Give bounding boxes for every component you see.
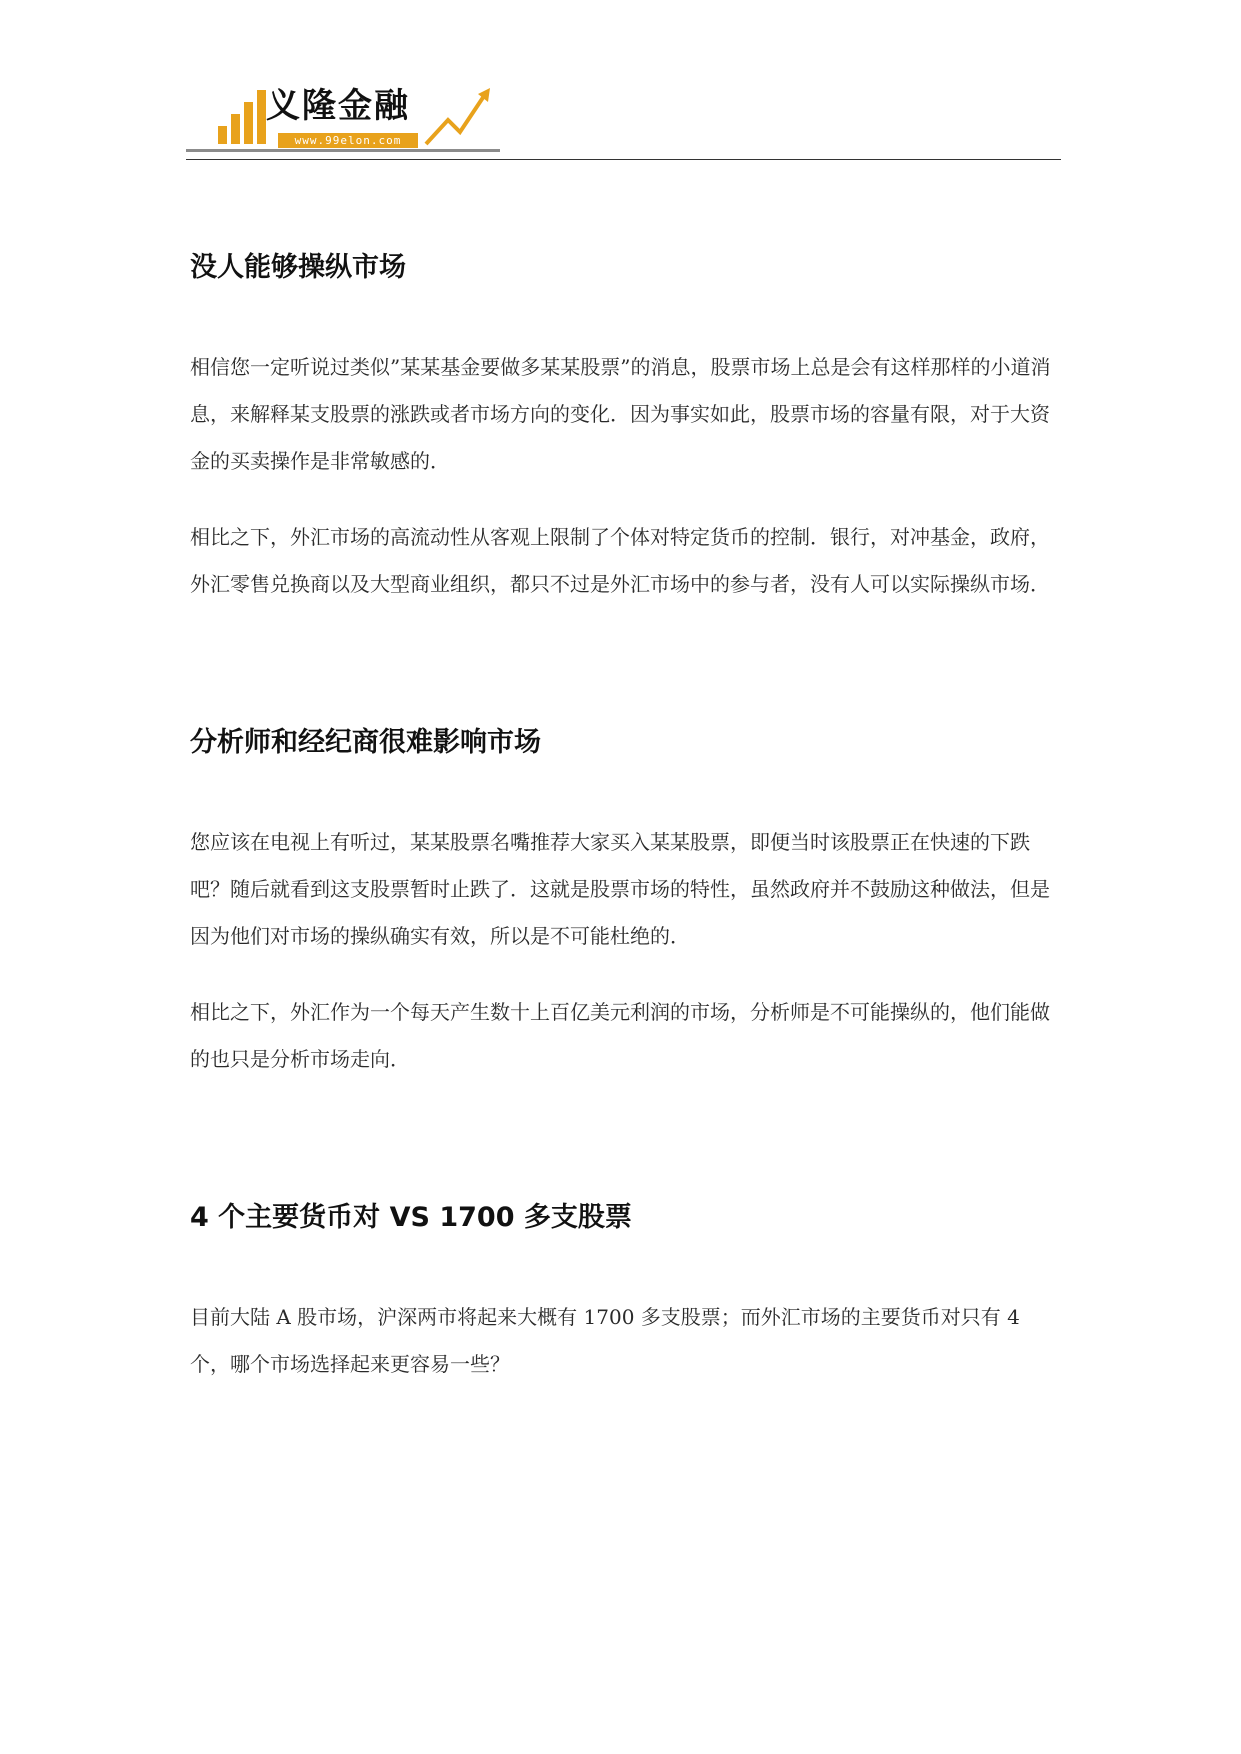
paragraph: 相信您一定听说过类似”某某基金要做多某某股票”的消息，股票市场上总是会有这样那样的小道消息，来解释某支股票的涨跌或者市场方向的变化．因为事实如此，股票市场的容量有限，对于大资金的买卖操作是非常敏感的．	[190, 355, 1051, 473]
paragraph: 您应该在电视上有听过，某某股票名嘴推荐大家买入某某股票，即便当时该股票正在快速的下跌吧？随后就看到这支股票暂时止跌了．这就是股票市场的特性，虽然政府并不鼓励这种做法，但是因为他们对市场的操纵确实有效，所以是不可能杜绝的．	[190, 830, 1050, 948]
section-heading: 4 个主要货币对 VS 1700 多支股票	[190, 1202, 632, 1233]
section-currency-pairs	[190, 1198, 1065, 1388]
brand-logo	[186, 84, 500, 156]
header-divider	[186, 159, 1061, 160]
paragraph: 相比之下，外汇作为一个每天产生数十上百亿美元利润的市场，分析师是不可能操纵的，他们能做的也只是分析市场走向．	[190, 1000, 1050, 1071]
document-body	[190, 248, 1065, 1388]
paragraph: 相比之下，外汇市场的高流动性从客观上限制了个体对特定货币的控制．银行，对冲基金，政府，外汇零售兑换商以及大型商业组织，都只不过是外汇市场中的参与者，没有人可以实际操纵市场．	[190, 525, 1050, 596]
section-heading: 分析师和经纪商很难影响市场	[190, 727, 541, 758]
brand-name: 义隆金融	[266, 86, 410, 126]
section-analysts	[190, 723, 1065, 1083]
brand-url: www.99elon.com	[278, 133, 418, 148]
paragraph: 目前大陆 A 股市场，沪深两市将起来大概有 1700 多支股票；而外汇市场的主要货币对只有 4 个，哪个市场选择起来更容易一些？	[190, 1305, 1020, 1376]
section-heading: 没人能够操纵市场	[190, 252, 406, 283]
section-no-manipulation	[190, 248, 1065, 608]
